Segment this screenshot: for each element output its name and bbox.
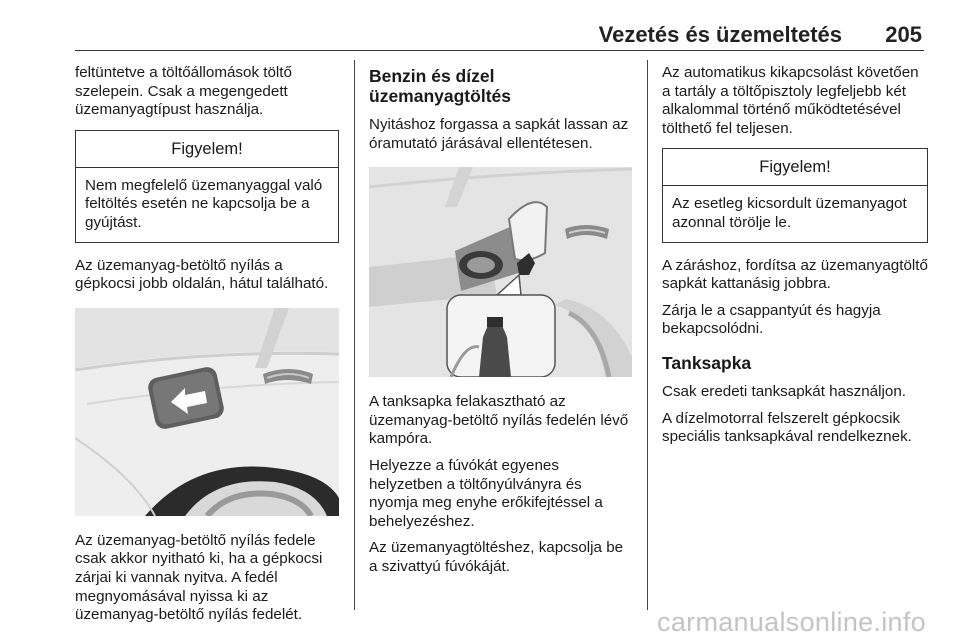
fuel-door-illustration xyxy=(75,308,339,516)
paragraph: A dízelmotorral felszerelt gépkocsik speciális tanksapkával rendelkeznek. xyxy=(662,409,912,446)
warning-text: Az esetleg kicsordult üzemanyagot azonnal törölje le. xyxy=(672,195,907,231)
warning-title: Figyelem! xyxy=(76,131,338,168)
column-divider xyxy=(647,60,648,610)
warning-text: Nem megfelelő üzemanyaggal való feltöltés esetén ne kapcsolja be a gyújtást. xyxy=(85,176,323,231)
column-divider xyxy=(354,60,355,610)
warning-box xyxy=(662,148,928,242)
column-middle xyxy=(369,66,633,585)
page-number: 205 xyxy=(885,22,922,47)
paragraph: Az üzemanyag-betöltő nyílás a gépkocsi jobb oldalán, hátul található. xyxy=(75,256,329,293)
watermark: carmanualsonline.info xyxy=(657,607,926,637)
header-divider xyxy=(75,50,924,51)
section-title: Vezetés és üzemeltetés xyxy=(598,22,842,47)
section-heading: Benzin és dízel üzemanyagtöltés xyxy=(369,66,511,106)
paragraph: Az üzemanyagtöltéshez, kapcsolja be a szivattyú fúvókáját. xyxy=(369,539,624,575)
paragraph: Az üzemanyag-betöltő nyílás fedele csak akkor nyitható ki, ha a gépkocsi zárjai ki vannak nyitva. A fedél megnyomásával nyissa ki az üzemanyag-betöltő nyílás fedelét. xyxy=(75,531,323,624)
warning-box xyxy=(75,130,339,243)
paragraph: Nyitáshoz forgassa a sapkát lassan az óramutató járásával ellentétesen. xyxy=(369,116,629,152)
paragraph: Csak eredeti tanksapkát használjon. xyxy=(662,382,906,400)
paragraph: feltüntetve a töltőállomások töltő szelepein. Csak a megengedett üzemanyagtípust használja. xyxy=(75,64,292,119)
paragraph: Zárja le a csappantyút és hagyja bekapcsolódni. xyxy=(662,301,881,338)
column-left xyxy=(75,64,339,633)
column-right xyxy=(662,64,928,455)
paragraph: Helyezze a fúvókát egyenes helyzetben a töltőnyúlványra és nyomja meg enyhe erőkifejtéssel a behelyezéshez. xyxy=(369,456,603,530)
section-heading: Tanksapka xyxy=(662,352,752,373)
warning-title: Figyelem! xyxy=(663,149,927,186)
fuel-cap-illustration xyxy=(369,167,632,377)
paragraph: A záráshoz, fordítsa az üzemanyagtöltő sapkát kattanásig jobbra. xyxy=(662,256,928,293)
paragraph: A tanksapka felakasztható az üzemanyag-betöltő nyílás fedelén lévő kampóra. xyxy=(369,393,629,448)
paragraph: Az automatikus kikapcsolást követően a tartály a töltőpisztoly legfeljebb két alkalommal történő működtetésével tölthető fel teljesen. xyxy=(662,64,919,137)
